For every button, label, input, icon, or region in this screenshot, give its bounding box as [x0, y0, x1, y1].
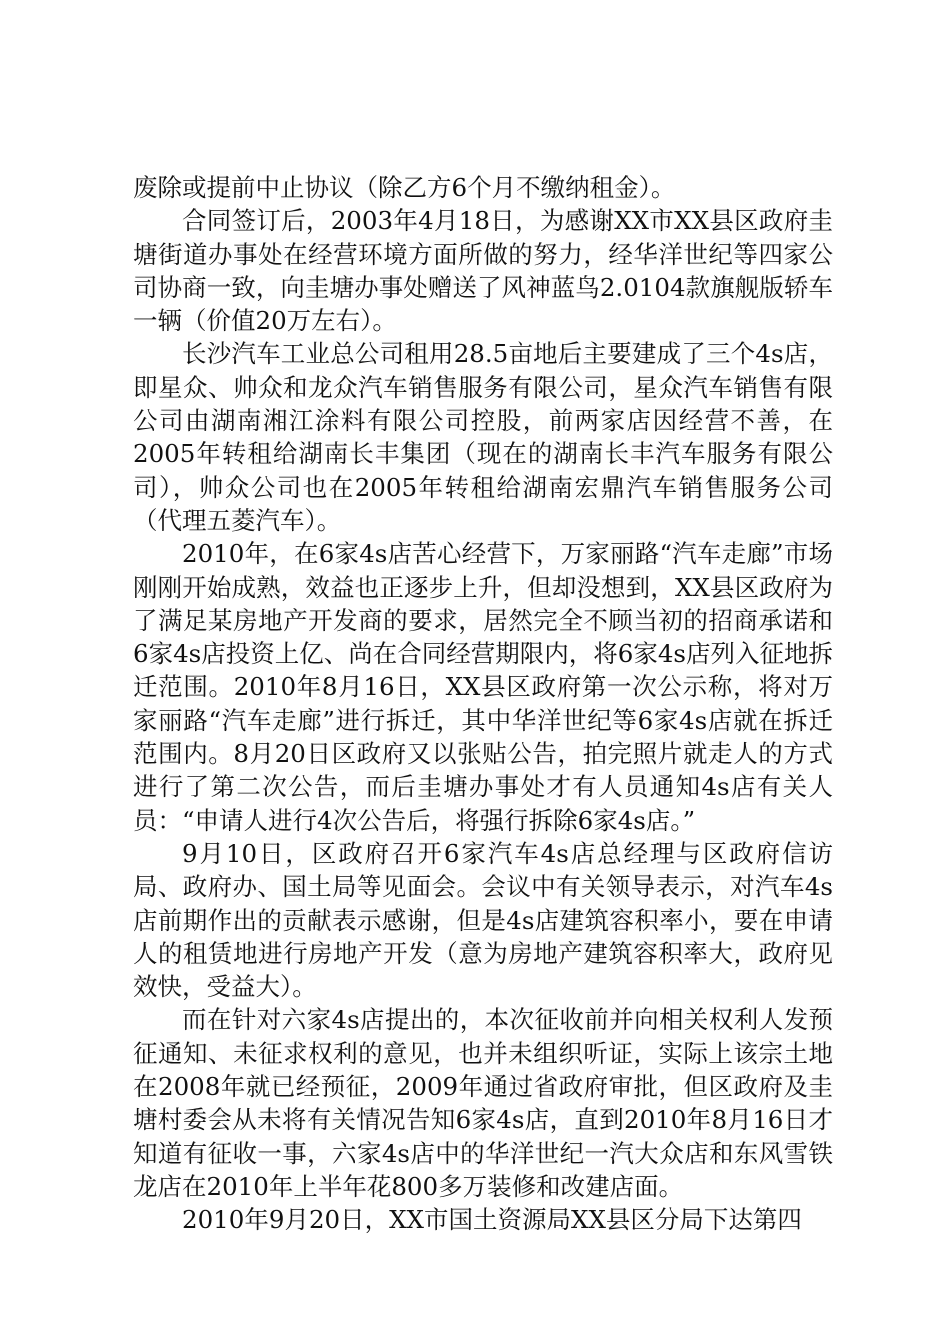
paragraph-changsha-auto: 长沙汽车工业总公司租用28.5亩地后主要建成了三个4s店，即星众、帅众和龙众汽车销售服务有限公司，星众汽车销售有限公司由湖南湘江涂料有限公司控股，前两家店因经营不善，在2005年转租给湖南长丰集团（现在的湖南长丰汽车服务有限公司），帅众公司也在2005年转租给湖南宏鼎汽车销售服务公司（代理五菱汽车）。	[133, 339, 833, 535]
document-body	[133, 171, 833, 1237]
paragraph-demolition-notice: 2010年，在6家4s店苦心经营下，万家丽路“汽车走廊”市场刚刚开始成熟，效益也正逐步上升，但却没想到，XX县区政府为了满足某房地产开发商的要求，居然完全不顾当初的招商承诺和6家4s店投资上亿、尚在合同经营期限内，将6家4s店列入征地拆迁范围。2010年8月16日，XX县区政府第一次公示称，将对万家丽路“汽车走廊”进行拆迁，其中华洋世纪等6家4s店就在拆迁范围内。8月20日区政府又以张贴公告，拍完照片就走人的方式进行了第二次公告，而后圭塘办事处才有人员通知4s店有关人员：“申请人进行4次公告后，将强行拆除6家4s店。”	[133, 539, 833, 835]
paragraph-car-gift: 合同签订后，2003年4月18日，为感谢XX市XX县区政府圭塘街道办事处在经营环境方面所做的努力，经华洋世纪等四家公司协商一致，向圭塘办事处赠送了风神蓝鸟2.0104款旗舰版轿车一辆（价值20万左右）。	[133, 206, 833, 336]
paragraph-land-bureau: 2010年9月20日，XX市国土资源局XX县区分局下达第四	[182, 1205, 802, 1235]
paragraph-meeting: 9月10日，区政府召开6家汽车4s店总经理与区政府信访局、政府办、国土局等见面会。会议中有关领导表示，对汽车4s店前期作出的贡献表示感谢，但是4s店建筑容积率小，要在申请人的租赁地进行房地产开发（意为房地产建筑容积率大，政府见效快，受益大）。	[133, 838, 833, 1002]
paragraph-expropriation-process: 而在针对六家4s店提出的，本次征收前并向相关权利人发预征通知、未征求权利的意见，也并未组织听证，实际上该宗土地在2008年就已经预征，2009年通过省政府审批，但区政府及圭塘村委会从未将有关情况告知6家4s店，直到2010年8月16日才知道有征收一事，六家4s店中的华洋世纪一汽大众店和东风雪铁龙店在2010年上半年花800多万装修和改建店面。	[133, 1005, 834, 1201]
paragraph-continuation: 废除或提前中止协议（除乙方6个月不缴纳租金）。	[133, 173, 676, 202]
